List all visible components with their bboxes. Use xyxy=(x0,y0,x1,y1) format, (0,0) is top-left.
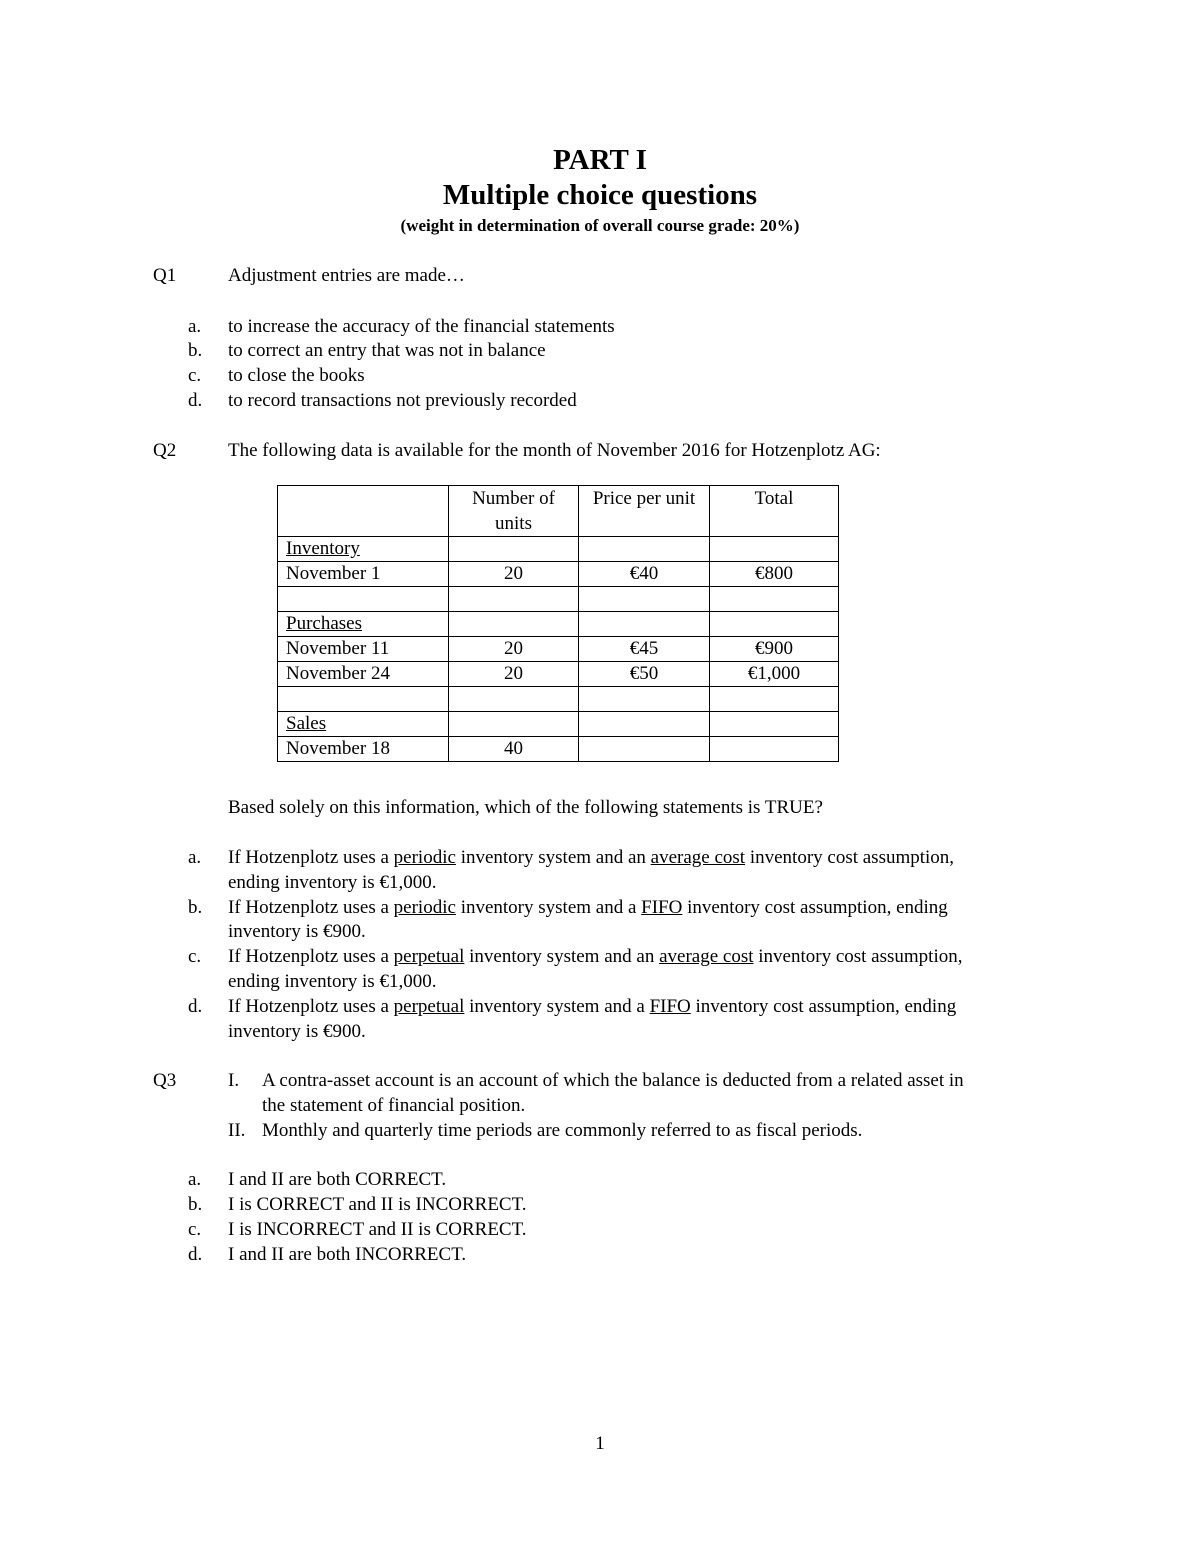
q2-option-b-line2: inventory is €900. xyxy=(228,921,366,942)
q1-option-b-letter: b. xyxy=(188,340,203,361)
underlined-term: FIFO xyxy=(649,996,691,1017)
q2-option-b-letter: b. xyxy=(188,897,203,918)
table-header-cell xyxy=(278,486,449,537)
table-cell xyxy=(710,587,839,612)
underlined-term: periodic xyxy=(393,847,456,868)
table-cell xyxy=(449,587,579,612)
table-row xyxy=(278,562,839,587)
q3-option-d: I and II are both INCORRECT. xyxy=(228,1244,467,1265)
q2-prompt: Based solely on this information, which of the following statements is TRUE? xyxy=(228,797,823,818)
q2-option-d-line2: inventory is €900. xyxy=(228,1021,366,1042)
q3-statement-ii: Monthly and quarterly time periods are commonly referred to as fiscal periods. xyxy=(262,1120,863,1141)
q3-statement-ii-numeral: II. xyxy=(228,1120,246,1141)
option-text: inventory system and an xyxy=(455,847,651,868)
table-cell: €900 xyxy=(710,637,839,662)
table-cell xyxy=(579,737,710,762)
q2-option-c-letter: c. xyxy=(188,946,202,967)
underlined-term: average cost xyxy=(650,847,746,868)
q3-option-a: I and II are both CORRECT. xyxy=(228,1169,447,1190)
underlined-term: perpetual xyxy=(393,946,465,967)
table-cell: €800 xyxy=(710,562,839,587)
table-row xyxy=(278,587,839,612)
table-cell xyxy=(710,537,839,562)
table-cell: November 24 xyxy=(278,662,449,687)
q3-option-b-letter: b. xyxy=(188,1194,203,1215)
table-cell xyxy=(579,687,710,712)
table-cell xyxy=(278,712,449,737)
section-label-purchases: Purchases xyxy=(286,613,362,634)
q1-option-c-letter: c. xyxy=(188,365,202,386)
option-text: If Hotzenplotz uses a xyxy=(228,847,394,868)
table-cell: €40 xyxy=(579,562,710,587)
option-text: inventory cost assumption, ending xyxy=(682,897,948,918)
underlined-term: FIFO xyxy=(641,897,683,918)
part-title: PART I xyxy=(553,144,647,176)
option-text: inventory system and a xyxy=(455,897,642,918)
table-row xyxy=(278,637,839,662)
option-text: If Hotzenplotz uses a xyxy=(228,946,394,967)
table-cell xyxy=(449,612,579,637)
table-cell xyxy=(278,612,449,637)
table-cell xyxy=(278,537,449,562)
q2-option-b xyxy=(228,896,948,920)
underlined-term: perpetual xyxy=(393,996,465,1017)
table-row xyxy=(278,687,839,712)
table-row xyxy=(278,537,839,562)
table-cell: November 11 xyxy=(278,637,449,662)
table-cell xyxy=(278,587,449,612)
table-cell xyxy=(710,612,839,637)
table-header-cell: Number of units xyxy=(449,486,579,537)
table-cell xyxy=(579,612,710,637)
q2-option-d xyxy=(228,995,956,1019)
q3-statement-i-numeral: I. xyxy=(228,1070,240,1091)
q1-option-d: to record transactions not previously recorded xyxy=(228,390,577,411)
table-row xyxy=(278,612,839,637)
q3-statement-i: A contra-asset account is an account of which the balance is deducted from a related asset in xyxy=(262,1070,964,1091)
q3-statement-i-line2: the statement of financial position. xyxy=(262,1095,526,1116)
q3-number: Q3 xyxy=(153,1070,177,1091)
table-cell: €45 xyxy=(579,637,710,662)
table-cell xyxy=(449,537,579,562)
table-row xyxy=(278,662,839,687)
option-text: inventory cost assumption, xyxy=(745,847,955,868)
q3-option-c: I is INCORRECT and II is CORRECT. xyxy=(228,1219,527,1240)
table-cell: 20 xyxy=(449,562,579,587)
q1-number: Q1 xyxy=(153,265,177,286)
q2-stem: The following data is available for the month of November 2016 for Hotzenplotz AG: xyxy=(228,440,881,461)
underlined-term: periodic xyxy=(393,897,456,918)
q3-option-a-letter: a. xyxy=(188,1169,202,1190)
table-cell xyxy=(449,687,579,712)
option-text: inventory system and a xyxy=(464,996,650,1017)
section-heading: Multiple choice questions xyxy=(442,179,758,211)
table-cell xyxy=(710,687,839,712)
q2-option-d-letter: d. xyxy=(188,996,203,1017)
q2-option-a-line2: ending inventory is €1,000. xyxy=(228,872,437,893)
q2-number: Q2 xyxy=(153,440,177,461)
q2-option-c-line2: ending inventory is €1,000. xyxy=(228,971,437,992)
q1-option-d-letter: d. xyxy=(188,390,203,411)
table-cell xyxy=(579,587,710,612)
option-text: inventory cost assumption, ending xyxy=(690,996,957,1017)
q1-option-a-letter: a. xyxy=(188,316,202,337)
page-number: 1 xyxy=(595,1433,605,1454)
table-header-cell: Total xyxy=(710,486,839,537)
table-cell: €1,000 xyxy=(710,662,839,687)
weight-note: (weight in determination of overall course grade: 20%) xyxy=(400,216,800,235)
table-cell xyxy=(710,737,839,762)
table-cell xyxy=(449,712,579,737)
q3-option-b: I is CORRECT and II is INCORRECT. xyxy=(228,1194,527,1215)
q1-option-a: to increase the accuracy of the financial statements xyxy=(228,316,615,337)
inventory-data-table xyxy=(277,485,839,762)
q2-option-c xyxy=(228,945,962,969)
table-cell xyxy=(278,687,449,712)
q1-option-c: to close the books xyxy=(228,365,365,386)
q3-option-c-letter: c. xyxy=(188,1219,202,1240)
table-row xyxy=(278,712,839,737)
table-cell xyxy=(579,712,710,737)
q2-option-a-letter: a. xyxy=(188,847,202,868)
q2-option-a xyxy=(228,846,954,870)
option-text: inventory cost assumption, xyxy=(753,946,963,967)
table-cell: 20 xyxy=(449,637,579,662)
table-cell: 40 xyxy=(449,737,579,762)
table-cell xyxy=(579,537,710,562)
table-row xyxy=(278,737,839,762)
q3-option-d-letter: d. xyxy=(188,1244,203,1265)
section-label-inventory: Inventory xyxy=(286,538,360,559)
table-cell: November 18 xyxy=(278,737,449,762)
table-cell xyxy=(710,712,839,737)
option-text: inventory system and an xyxy=(464,946,660,967)
table-header-row xyxy=(278,486,839,537)
table-cell: €50 xyxy=(579,662,710,687)
option-text: If Hotzenplotz uses a xyxy=(228,897,394,918)
option-text: If Hotzenplotz uses a xyxy=(228,996,394,1017)
table-cell: November 1 xyxy=(278,562,449,587)
q1-stem: Adjustment entries are made… xyxy=(228,265,465,286)
section-label-sales: Sales xyxy=(286,713,327,734)
underlined-term: average cost xyxy=(659,946,754,967)
table-header-cell: Price per unit xyxy=(579,486,710,537)
q1-option-b: to correct an entry that was not in balance xyxy=(228,340,546,361)
table-cell: 20 xyxy=(449,662,579,687)
